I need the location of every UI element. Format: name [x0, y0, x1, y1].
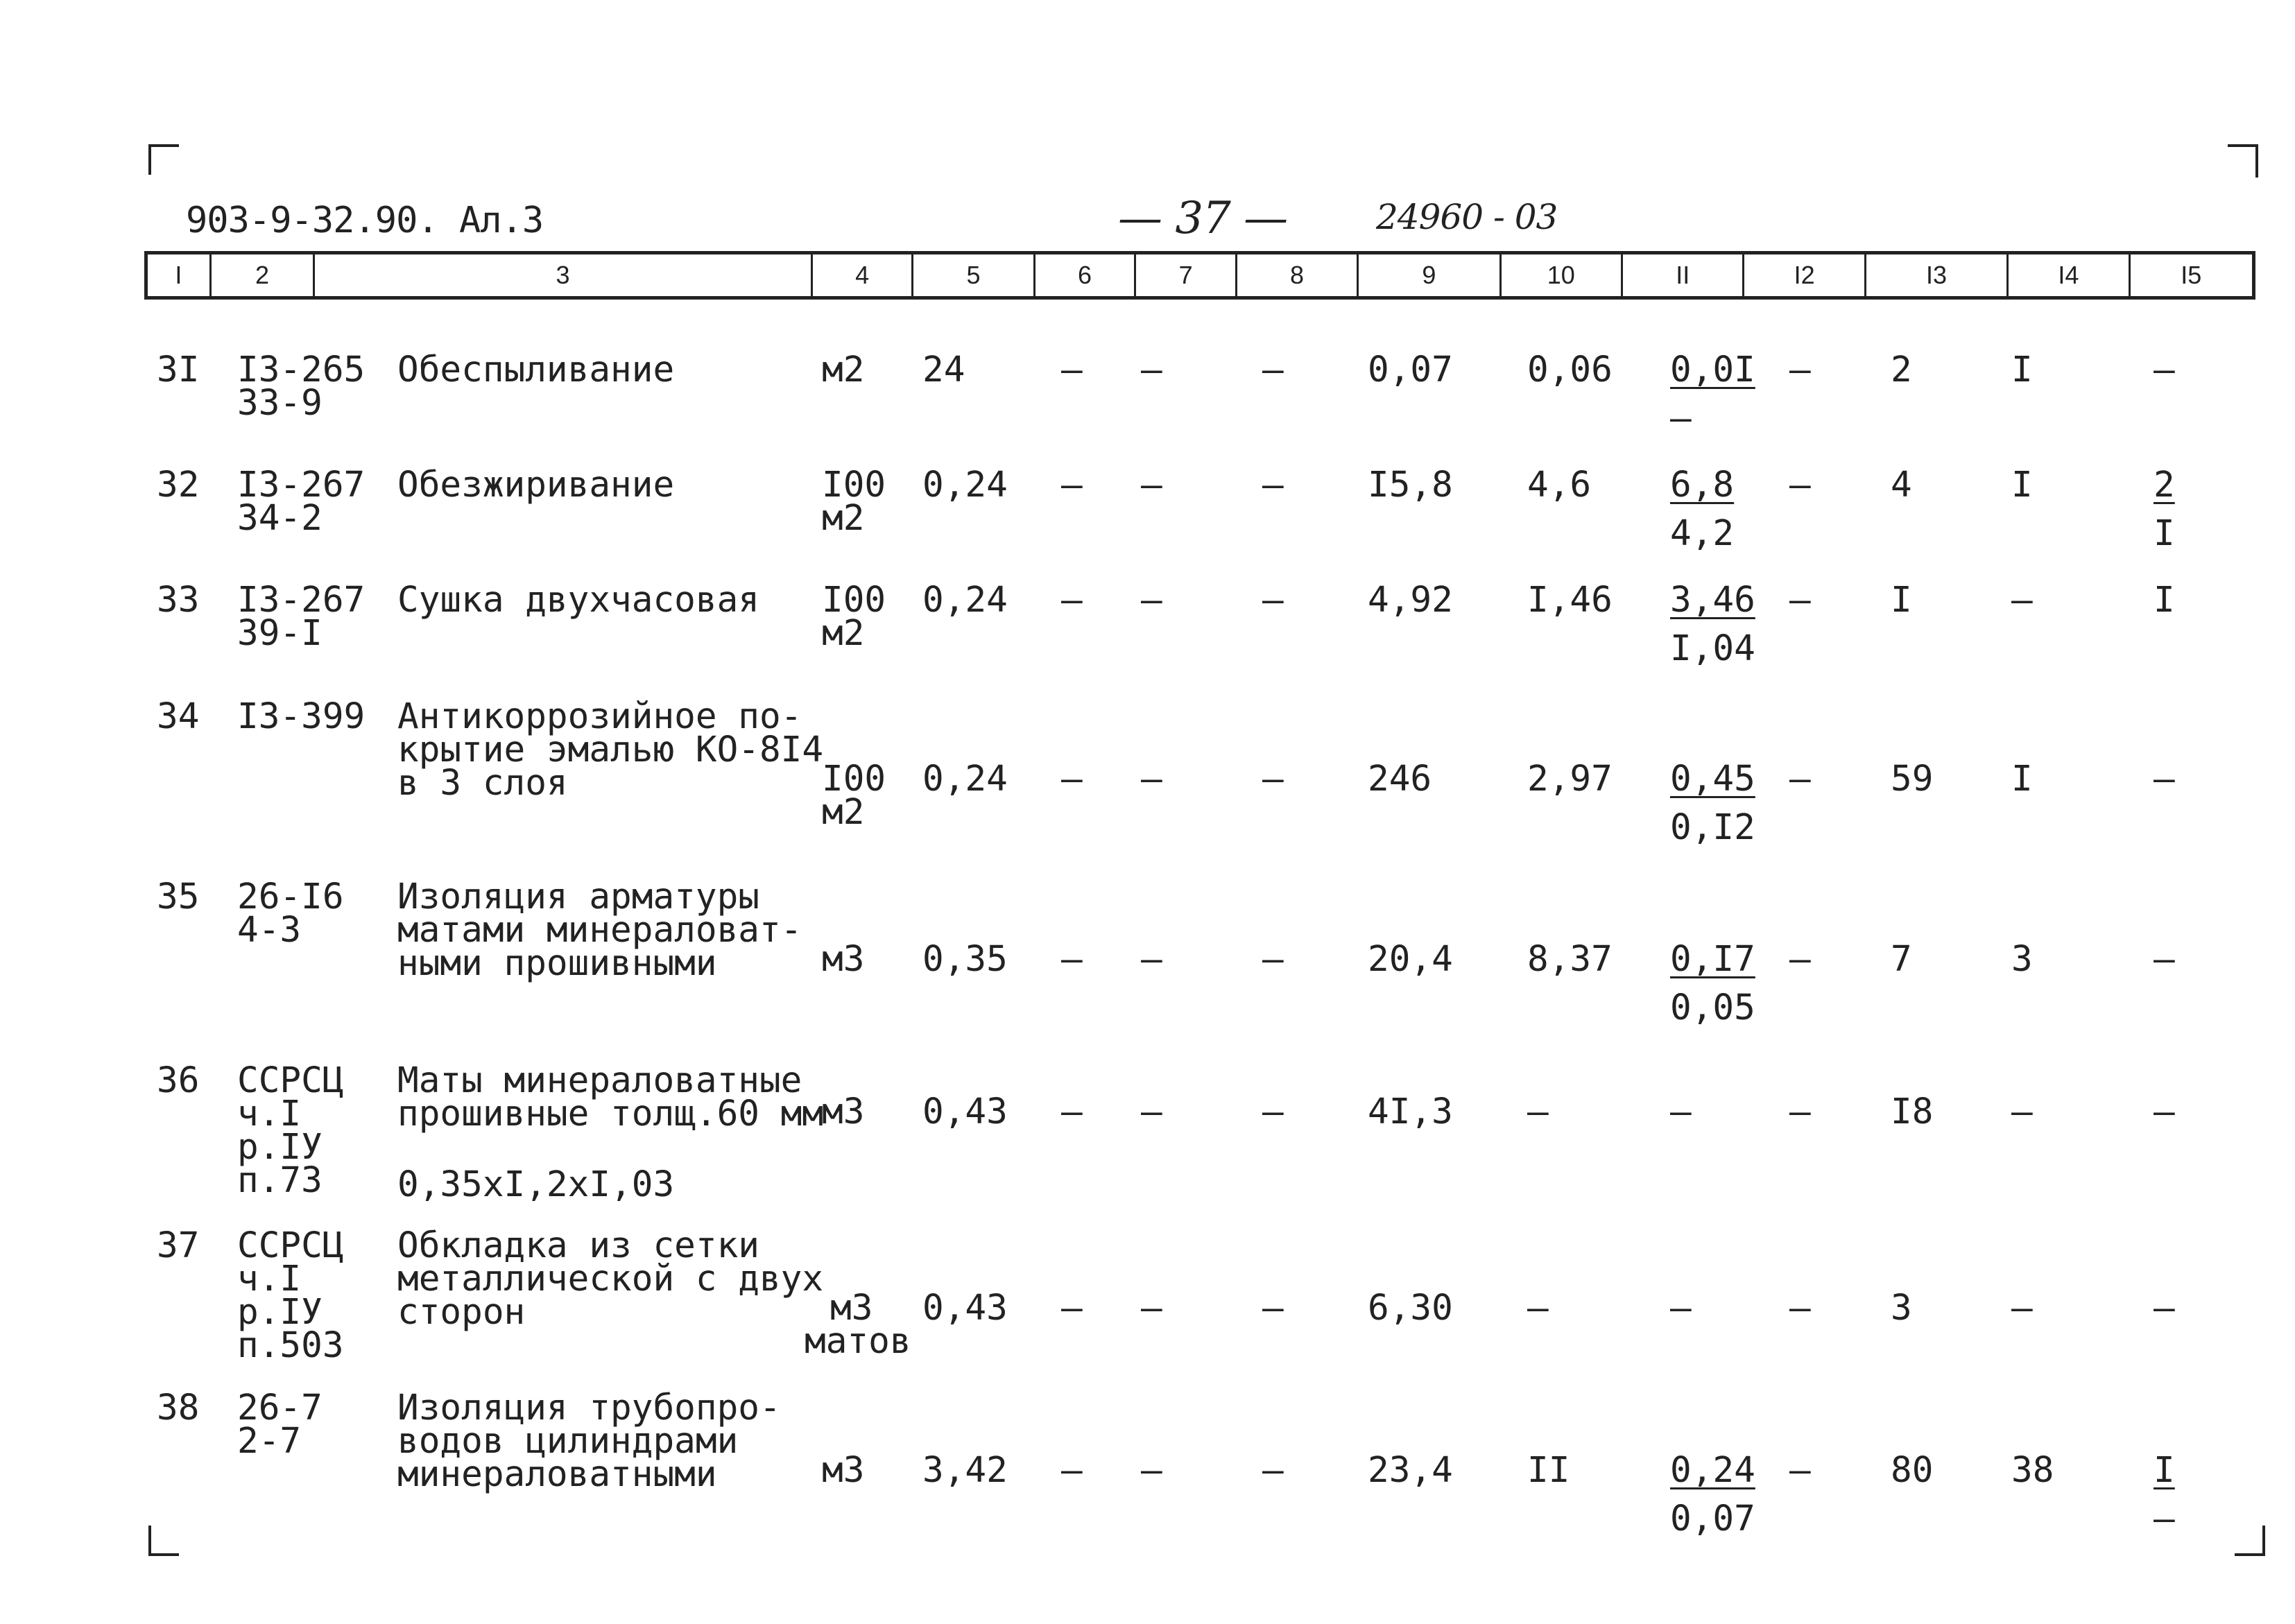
value-c10: – [1527, 1091, 1549, 1132]
unit-of-measure: м3 [830, 1288, 873, 1329]
quantity: 0,43 [922, 1288, 1008, 1329]
unit-of-measure: I00 [822, 580, 886, 621]
value-c15-numerator: – [2154, 1091, 2175, 1132]
value-c8: – [1262, 1450, 1284, 1491]
value-c8: – [1262, 580, 1284, 621]
corner-mark-top-right [2228, 144, 2258, 178]
value-c14: I [2011, 465, 2033, 506]
column-header-5: 5 [913, 254, 1035, 296]
row-number: 32 [157, 465, 200, 506]
value-c9: 20,4 [1368, 939, 1453, 980]
norm-code: 4-3 [237, 910, 302, 951]
value-c12: – [1789, 349, 1811, 390]
column-header-15: I5 [2181, 261, 2202, 289]
page-number: — 37 — [1118, 193, 1288, 244]
value-c6: – [1061, 349, 1083, 390]
column-header-2: 2 [212, 254, 316, 296]
work-name: водов цилиндрами [397, 1421, 739, 1462]
norm-code: ч.I [237, 1259, 302, 1299]
value-c7: – [1141, 580, 1162, 621]
value-c12: – [1789, 465, 1811, 506]
value-c15-numerator: 2 [2154, 465, 2175, 506]
work-name: Обеспыливание [397, 349, 675, 390]
value-c11-numerator: 0,I7 [1670, 939, 1755, 980]
row-number: 37 [157, 1225, 200, 1266]
work-name: матами минераловат- [397, 910, 802, 951]
value-c13: 80 [1891, 1450, 1934, 1491]
value-c9: 4I,3 [1368, 1091, 1453, 1132]
value-c6: – [1061, 1091, 1083, 1132]
column-header-6: 6 [1035, 254, 1137, 296]
value-c13: 2 [1891, 349, 1912, 390]
norm-code: 26-7 [237, 1388, 323, 1428]
norm-code: р.IУ [237, 1127, 323, 1168]
value-c8: – [1262, 759, 1284, 800]
value-c9: 6,30 [1368, 1288, 1453, 1329]
value-c11-numerator: 3,46 [1670, 580, 1755, 621]
value-c7: – [1141, 939, 1162, 980]
value-c14: I [2011, 349, 2033, 390]
quantity: 0,24 [922, 465, 1008, 506]
work-name: минераловатными [397, 1454, 717, 1495]
work-name: Изоляция арматуры [397, 876, 759, 917]
value-c11-numerator: – [1670, 1091, 1692, 1132]
value-c11-numerator: 6,8 [1670, 465, 1735, 506]
norm-code: 26-I6 [237, 876, 344, 917]
work-name: в 3 слоя [397, 763, 568, 804]
work-name: ными прошивными [397, 943, 717, 984]
value-c11-numerator: 0,0I [1670, 349, 1755, 390]
value-c14: 38 [2011, 1450, 2054, 1491]
value-c14: – [2011, 1091, 2033, 1132]
value-c12: – [1789, 1450, 1811, 1491]
column-header-8: 8 [1237, 254, 1359, 296]
value-c6: – [1061, 1288, 1083, 1329]
value-c14: 3 [2011, 939, 2033, 980]
value-c15-numerator: I [2154, 580, 2175, 621]
value-c9: 4,92 [1368, 580, 1453, 621]
value-c15-numerator: I [2154, 1450, 2175, 1491]
value-c13: 7 [1891, 939, 1912, 980]
unit-of-measure: м3 [822, 1450, 865, 1491]
value-c12: – [1789, 1091, 1811, 1132]
unit-of-measure: I00 [822, 465, 886, 506]
column-header-1: I [148, 254, 212, 296]
value-c11-denominator: – [1670, 398, 1692, 439]
row-number: 34 [157, 696, 200, 737]
value-c15-numerator: – [2154, 1288, 2175, 1329]
value-c15-numerator: – [2154, 939, 2175, 980]
inventory-number: 24960 - 03 [1376, 197, 1558, 237]
column-header-10: 10 [1502, 254, 1623, 296]
work-name: сторон [397, 1292, 526, 1333]
value-c12: – [1789, 580, 1811, 621]
unit-of-measure: м2 [822, 349, 865, 390]
value-c9: 246 [1368, 759, 1432, 800]
value-c8: – [1262, 939, 1284, 980]
value-c9: I5,8 [1368, 465, 1453, 506]
value-c15-numerator: – [2154, 759, 2175, 800]
value-c6: – [1061, 939, 1083, 980]
value-c7: – [1141, 759, 1162, 800]
value-c10: 0,06 [1527, 349, 1613, 390]
norm-code: ч.I [237, 1094, 302, 1134]
value-c14: I [2011, 759, 2033, 800]
column-header-14: I4 [2009, 254, 2130, 296]
work-name: Маты минераловатные [397, 1060, 802, 1101]
column-header-12: I2 [1744, 254, 1866, 296]
norm-code: п.73 [237, 1160, 323, 1201]
work-name: прошивные толщ.60 мм [397, 1094, 824, 1134]
quantity: 0,24 [922, 759, 1008, 800]
document-code: 903-9-32.90. Ал.3 [186, 200, 544, 241]
value-c13: 4 [1891, 465, 1912, 506]
value-c14: – [2011, 580, 2033, 621]
value-c12: – [1789, 939, 1811, 980]
work-name: Антикоррозийное по- [397, 696, 802, 737]
norm-code: п.503 [237, 1325, 344, 1366]
column-header-11: II [1623, 254, 1744, 296]
value-c11-numerator: 0,24 [1670, 1450, 1755, 1491]
norm-code: ССРСЦ [237, 1225, 344, 1266]
norm-code: I3-267 [237, 465, 366, 506]
value-c10: 4,6 [1527, 465, 1592, 506]
value-c7: – [1141, 1450, 1162, 1491]
value-c11-denominator: 4,2 [1670, 513, 1735, 554]
value-c6: – [1061, 465, 1083, 506]
value-c8: – [1262, 349, 1284, 390]
unit-of-measure: м2 [822, 498, 865, 539]
value-c13: 59 [1891, 759, 1934, 800]
row-number: 36 [157, 1060, 200, 1101]
norm-code: I3-267 [237, 580, 366, 621]
value-c11-denominator: I,04 [1670, 628, 1755, 669]
norm-code: I3-399 [237, 696, 366, 737]
value-c6: – [1061, 1450, 1083, 1491]
unit-of-measure: матов [805, 1321, 911, 1362]
norm-code: 39-I [237, 613, 323, 654]
value-c6: – [1061, 580, 1083, 621]
value-c8: – [1262, 1091, 1284, 1132]
value-c8: – [1262, 1288, 1284, 1329]
value-c13: I [1891, 580, 1912, 621]
work-name: Обкладка из сетки [397, 1225, 759, 1266]
row-number: 38 [157, 1388, 200, 1428]
norm-code: I3-265 [237, 349, 366, 390]
unit-of-measure: I00 [822, 759, 886, 800]
value-c13: I8 [1891, 1091, 1934, 1132]
work-name: металлической с двух [397, 1259, 824, 1299]
column-header-row [144, 251, 2255, 300]
norm-code: 34-2 [237, 498, 323, 539]
quantity-formula: 0,35хI,2хI,03 [397, 1164, 675, 1205]
value-c11-denominator: 0,I2 [1670, 807, 1755, 848]
value-c13: 3 [1891, 1288, 1912, 1329]
value-c7: – [1141, 1091, 1162, 1132]
unit-of-measure: м2 [822, 613, 865, 654]
column-header-13: I3 [1866, 254, 2009, 296]
norm-code: ССРСЦ [237, 1060, 344, 1101]
column-header-4: 4 [813, 254, 914, 296]
value-c7: – [1141, 349, 1162, 390]
value-c10: II [1527, 1450, 1570, 1491]
quantity: 3,42 [922, 1450, 1008, 1491]
value-c11-denominator: 0,05 [1670, 987, 1755, 1028]
unit-of-measure: м2 [822, 792, 865, 833]
value-c12: – [1789, 1288, 1811, 1329]
value-c10: 8,37 [1527, 939, 1613, 980]
value-c10: 2,97 [1527, 759, 1613, 800]
column-header-9: 9 [1359, 254, 1501, 296]
value-c12: – [1789, 759, 1811, 800]
value-c15-numerator: – [2154, 349, 2175, 390]
value-c14: – [2011, 1288, 2033, 1329]
value-c6: – [1061, 759, 1083, 800]
quantity: 0,43 [922, 1091, 1008, 1132]
work-name: Обезжиривание [397, 465, 675, 506]
quantity: 0,24 [922, 580, 1008, 621]
row-number: 3I [157, 349, 200, 390]
work-name: Сушка двухчасовая [397, 580, 759, 621]
norm-code: 2-7 [237, 1421, 302, 1462]
value-c7: – [1141, 465, 1162, 506]
value-c10: I,46 [1527, 580, 1613, 621]
corner-mark-bottom-left [148, 1526, 179, 1556]
quantity: 24 [922, 349, 965, 390]
value-c11-numerator: – [1670, 1288, 1692, 1329]
quantity: 0,35 [922, 939, 1008, 980]
norm-code: 33-9 [237, 383, 323, 424]
value-c8: – [1262, 465, 1284, 506]
work-name: Изоляция трубопро- [397, 1388, 781, 1428]
unit-of-measure: м3 [822, 939, 865, 980]
row-number: 33 [157, 580, 200, 621]
corner-mark-bottom-right [2235, 1526, 2265, 1556]
value-c7: – [1141, 1288, 1162, 1329]
value-c11-denominator: 0,07 [1670, 1498, 1755, 1539]
value-c10: – [1527, 1288, 1549, 1329]
value-c9: 23,4 [1368, 1450, 1453, 1491]
column-header-3: 3 [315, 254, 813, 296]
value-c9: 0,07 [1368, 349, 1453, 390]
row-number: 35 [157, 876, 200, 917]
value-c15-denominator: – [2154, 1498, 2175, 1539]
corner-mark-top-left [148, 144, 179, 175]
column-header-7: 7 [1136, 254, 1237, 296]
value-c11-numerator: 0,45 [1670, 759, 1755, 800]
value-c15-denominator: I [2154, 513, 2175, 554]
unit-of-measure: м3 [822, 1091, 865, 1132]
norm-code: р.IУ [237, 1292, 323, 1333]
work-name: крытие эмалью КО-8I4 [397, 729, 824, 770]
